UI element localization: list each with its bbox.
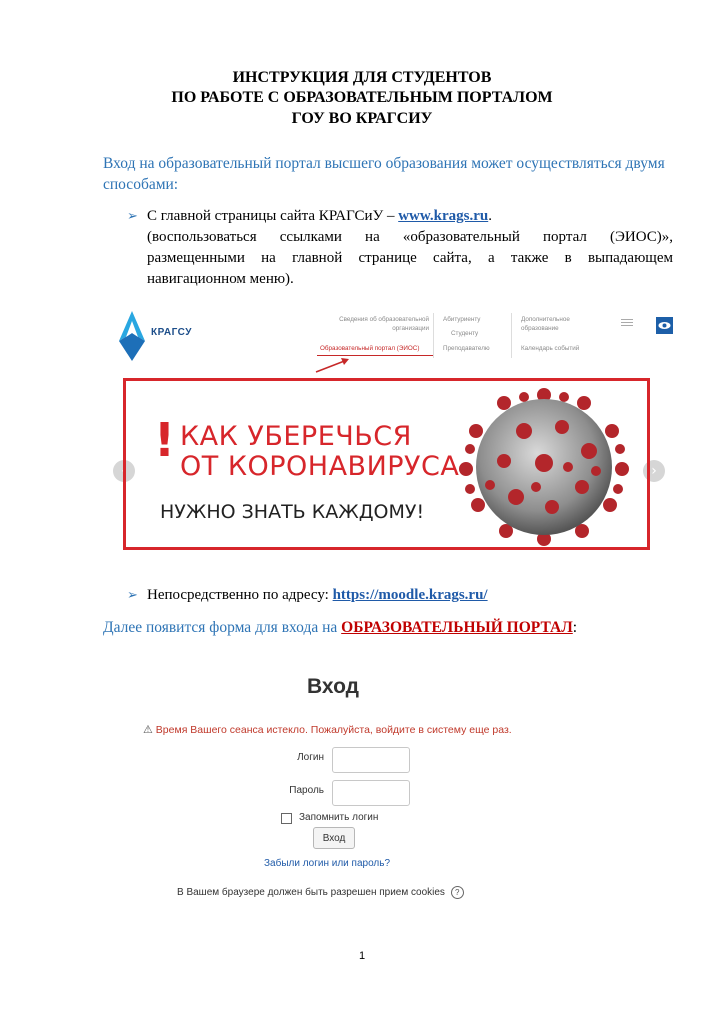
form-intro-after: : bbox=[572, 619, 578, 636]
bullet-1-after: . bbox=[488, 208, 492, 224]
nav-item-dop-2: образование bbox=[521, 325, 559, 332]
cookies-notice bbox=[177, 886, 464, 899]
login-heading: Вход bbox=[307, 675, 359, 698]
login-submit-button[interactable]: Вход bbox=[313, 827, 355, 849]
bullet-2 bbox=[147, 585, 488, 606]
intro-paragraph: Вход на образовательный портал высшего образования может осуществляться двумя способами: bbox=[103, 155, 665, 193]
banner-line1: КАК УБЕРЕЧЬСЯ bbox=[180, 421, 412, 452]
login-label: Логин bbox=[297, 752, 324, 763]
help-icon[interactable]: ? bbox=[451, 886, 464, 899]
login-input[interactable] bbox=[332, 747, 410, 773]
menu-icon[interactable] bbox=[621, 319, 633, 326]
arrow-bullet-icon: ➢ bbox=[127, 208, 138, 223]
bullet-1-note: (воспользоваться ссылками на «образовательный портал (ЭИОС)», размещенными на главной странице сайта, а также в выпадающем навигационном меню). bbox=[147, 229, 673, 287]
doc-title-line3: ГОУ ВО КРАГСИУ bbox=[291, 110, 433, 127]
remember-label: Запомнить логин bbox=[299, 812, 379, 823]
nav-item-student[interactable]: Студенту bbox=[451, 330, 479, 337]
password-label: Пароль bbox=[289, 785, 324, 796]
nav-item-calendar[interactable]: Календарь событий bbox=[521, 345, 580, 352]
cookies-text: В Вашем браузере должен быть разрешен прием cookies bbox=[177, 887, 445, 898]
krags-link[interactable]: www.krags.ru bbox=[398, 208, 489, 224]
nav-col2 bbox=[443, 315, 480, 338]
nav-item-sveden-2: организации bbox=[392, 325, 429, 332]
banner-line3: НУЖНО ЗНАТЬ КАЖДОМУ! bbox=[160, 501, 425, 523]
carousel-next-button[interactable]: › bbox=[643, 460, 665, 482]
nav-item-abiturient[interactable]: Абитуриенту bbox=[443, 316, 481, 323]
banner-exclaim: ! bbox=[154, 413, 176, 467]
nav-col1[interactable] bbox=[331, 315, 429, 333]
krags-logo bbox=[119, 311, 145, 363]
session-warning bbox=[143, 723, 512, 736]
nav-item-eios[interactable]: Образовательный портал (ЭИОС) bbox=[320, 345, 420, 352]
bullet-1-text: С главной страницы сайта КРАГСиУ – bbox=[147, 208, 399, 224]
bullet-2-text: Непосредственно по адресу: bbox=[147, 587, 333, 603]
moodle-link[interactable]: https://moodle.krags.ru/ bbox=[332, 587, 488, 603]
banner-line2: ОТ КОРОНАВИРУСА bbox=[180, 451, 460, 482]
warning-icon: ⚠ bbox=[143, 724, 153, 736]
site-screenshot bbox=[113, 303, 673, 561]
carousel-prev-button[interactable]: ‹ bbox=[113, 460, 135, 482]
forgot-password-link[interactable]: Забыли логин или пароль? bbox=[264, 858, 391, 869]
form-intro bbox=[103, 617, 577, 638]
session-warning-text: Время Вашего сеанса истекло. Пожалуйста, войдите в систему еще раз. bbox=[155, 724, 512, 736]
coronavirus-image bbox=[444, 381, 644, 547]
doc-title-line2: ПО РАБОТЕ С ОБРАЗОВАТЕЛЬНЫМ ПОРТАЛОМ bbox=[171, 89, 553, 106]
form-intro-text: Далее появится форма для входа на bbox=[103, 619, 342, 636]
portal-highlight: ОБРАЗОВАТЕЛЬНЫЙ ПОРТАЛ bbox=[341, 619, 573, 636]
nav-col3 bbox=[521, 315, 570, 333]
red-pointer-arrow-icon bbox=[313, 355, 353, 375]
nav-divider-2 bbox=[511, 313, 512, 358]
nav-item-dop[interactable]: Дополнительное bbox=[521, 316, 570, 323]
accessibility-eye-icon[interactable] bbox=[656, 317, 673, 334]
nav-item-sveden[interactable]: Сведения об образовательной bbox=[339, 316, 429, 323]
nav-divider bbox=[433, 313, 434, 358]
covid-banner[interactable] bbox=[123, 378, 650, 550]
doc-title-line1: ИНСТРУКЦИЯ ДЛЯ СТУДЕНТОВ bbox=[232, 69, 492, 86]
logo-text: КРАГСУ bbox=[151, 327, 192, 338]
arrow-bullet-icon-2: ➢ bbox=[127, 587, 138, 602]
password-input[interactable] bbox=[332, 780, 410, 806]
remember-checkbox[interactable] bbox=[281, 813, 292, 824]
page-number: 1 bbox=[358, 950, 366, 962]
nav-item-prepod[interactable]: Преподавателю bbox=[443, 345, 490, 352]
bullet-1 bbox=[147, 206, 673, 227]
